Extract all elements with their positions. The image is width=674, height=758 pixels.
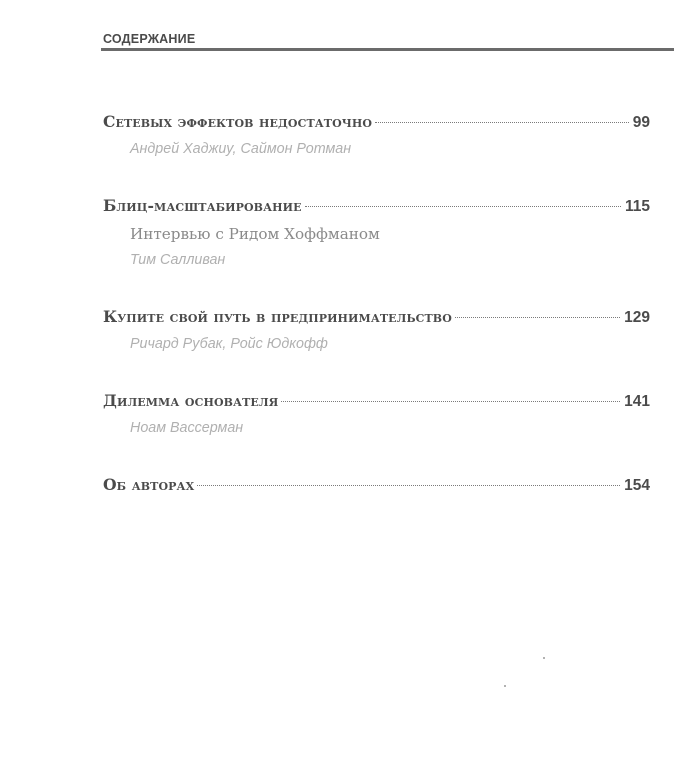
- toc-entry-authors: Ричард Рубак, Ройс Юдкофф: [130, 336, 328, 352]
- toc-entry-title: Дилемма основателя: [103, 391, 279, 410]
- dot-leader: [305, 206, 621, 207]
- toc-entry-row: [103, 386, 650, 416]
- toc-entry-authors: Ноам Вассерман: [130, 420, 244, 436]
- header-rule: [101, 48, 674, 51]
- toc-entry-founders-dilemma: [103, 386, 650, 440]
- toc-entry-page-number: 154: [624, 477, 650, 494]
- toc-entry-blitzscaling: [103, 191, 650, 272]
- toc-entry-page-number: 99: [632, 114, 650, 131]
- toc-entry-authors: Тим Салливан: [130, 252, 226, 268]
- dot-leader: [197, 485, 620, 486]
- paper-speck: [543, 657, 545, 659]
- toc-entry-network-effects: [103, 107, 650, 161]
- dot-leader: [375, 122, 629, 123]
- table-of-contents: [103, 107, 650, 530]
- toc-entry-about-authors: [103, 470, 650, 500]
- toc-entry-row: [103, 302, 650, 332]
- toc-entry-row: [103, 191, 650, 221]
- toc-entry-authors: Андрей Хаджиу, Саймон Ротман: [130, 141, 352, 157]
- toc-entry-page-number: 115: [624, 198, 650, 215]
- toc-entry-buy-your-way: [103, 302, 650, 356]
- toc-entry-row: [103, 470, 650, 500]
- toc-entry-row: [103, 107, 650, 137]
- running-header-title: СОДЕРЖАНИЕ: [103, 32, 196, 46]
- toc-entry-title: Об авторах: [103, 475, 195, 494]
- toc-entry-page-number: 141: [624, 393, 650, 410]
- dot-leader: [455, 317, 620, 318]
- paper-speck: [504, 685, 506, 687]
- toc-entry-title: Купите свой путь в предпринимательство: [103, 307, 452, 326]
- toc-entry-subtitle: Интервью с Ридом Хоффманом: [130, 225, 380, 243]
- toc-entry-title: Сетевых эффектов недостаточно: [103, 112, 373, 131]
- dot-leader: [281, 401, 620, 402]
- toc-entry-page-number: 129: [624, 309, 650, 326]
- toc-entry-title: Блиц-масштабирование: [103, 196, 302, 215]
